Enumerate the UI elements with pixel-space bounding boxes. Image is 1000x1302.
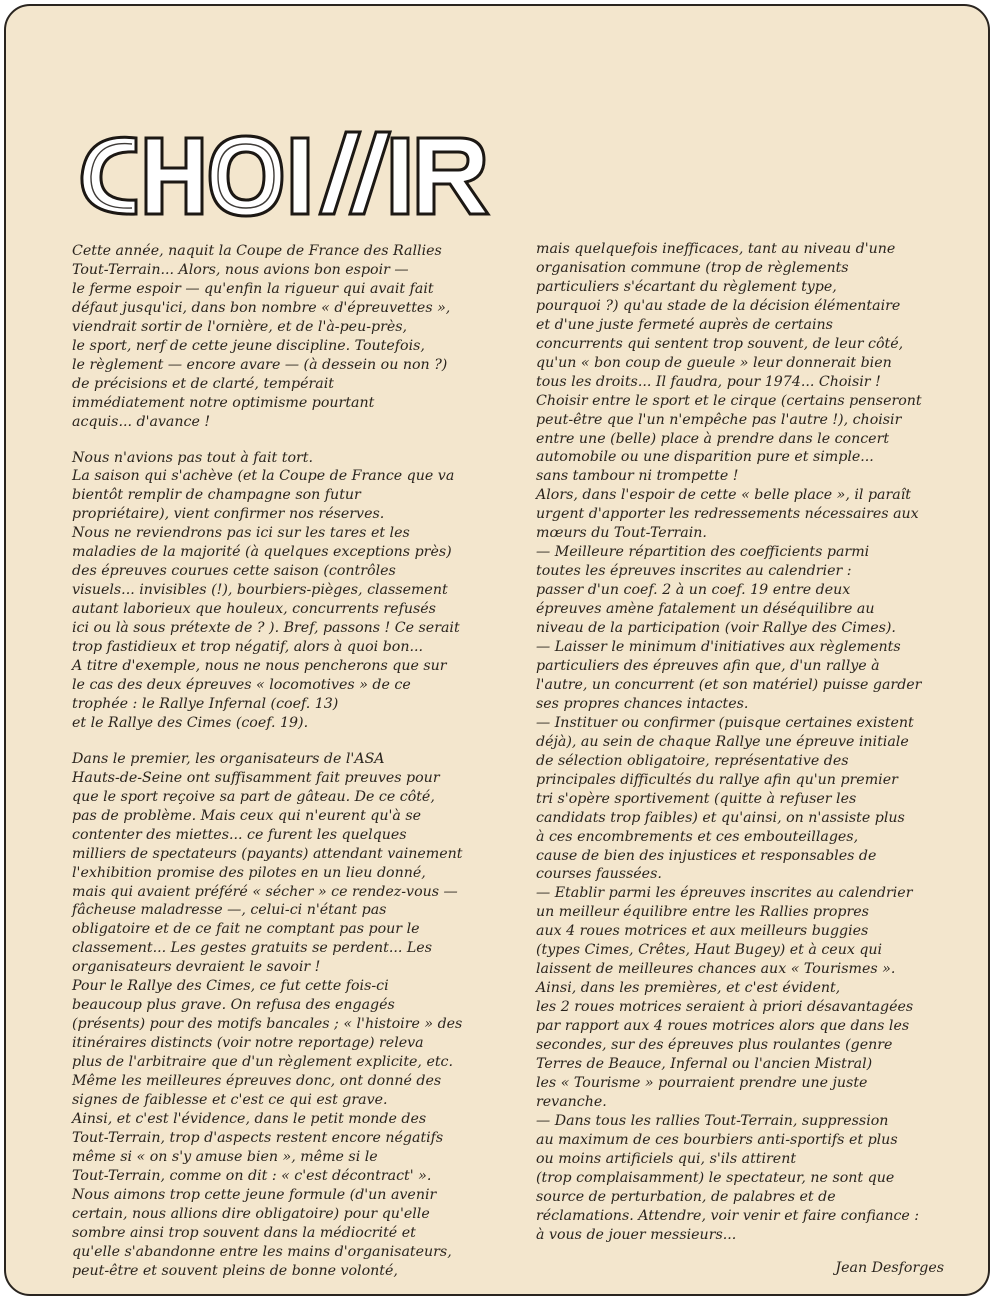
text-line: revanche. bbox=[536, 1093, 607, 1110]
text-line: Alors, dans l'espoir de cette « belle place », il paraît bbox=[536, 487, 911, 504]
text-line: tri s'opère sportivement (quitte à refuser les bbox=[536, 790, 857, 807]
text-line: A titre d'exemple, nous ne nous pencherons que sur bbox=[72, 658, 447, 675]
text-line: le ferme espoir — qu'enfin la rigueur qui avait fait bbox=[72, 280, 434, 297]
text-line: Nous n'avions pas tout à fait tort. bbox=[72, 449, 313, 466]
text-line: au maximum de ces bourbiers anti-sportifs et plus bbox=[536, 1131, 898, 1148]
text-line: (types Cimes, Crêtes, Haut Bugey) et à ceux qui bbox=[536, 942, 883, 959]
text-line: déjà), au sein de chaque Rallye une épreuve initiale bbox=[536, 733, 909, 750]
text-line: concurrents qui sentent trop souvent, de leur côté, bbox=[536, 335, 904, 352]
text-line: bientôt remplir de champagne son futur bbox=[72, 487, 361, 504]
text-line: pas de problème. Mais ceux qui n'eurent qu'à se bbox=[72, 807, 422, 824]
text-line: Nous aimons trop cette jeune formule (d'un avenir bbox=[72, 1186, 437, 1203]
text-line: de précisions et de clarté, tempérait bbox=[72, 375, 334, 392]
text-line: beaucoup plus grave. On refusa des engagés bbox=[72, 997, 395, 1014]
text-line: organisation commune (trop de règlements bbox=[536, 259, 849, 276]
text-line: Ainsi, dans les premières, et c'est évident, bbox=[536, 980, 841, 997]
article-left-column bbox=[72, 242, 520, 1281]
text-line: secondes, sur des épreuves plus roulantes (genre bbox=[536, 1037, 893, 1054]
paragraph-gap bbox=[72, 733, 520, 750]
text-line: de sélection obligatoire, représentative des bbox=[536, 752, 849, 769]
text-line: Tout-Terrain... Alors, nous avions bon espoir — bbox=[72, 261, 409, 278]
text-line: — Laisser le minimum d'initiatives aux règlements bbox=[536, 639, 901, 656]
text-line: des épreuves courues cette saison (contrôles bbox=[72, 563, 396, 580]
text-line: ou moins artificiels qui, s'ils attirent bbox=[536, 1150, 797, 1167]
article-title bbox=[74, 124, 494, 224]
text-line: le règlement — encore avare — (à dessein ou non ?) bbox=[72, 356, 448, 373]
text-line: automobile ou une disparition pure et simple... bbox=[536, 449, 874, 466]
text-line: — Instituer ou confirmer (puisque certaines existent bbox=[536, 714, 914, 731]
text-line: (trop complaisamment) le spectateur, ne sont que bbox=[536, 1169, 895, 1186]
article-right-column bbox=[536, 240, 956, 1245]
text-line: pourquoi ?) qu'au stade de la décision élémentaire bbox=[536, 297, 901, 314]
text-line: Nous ne reviendrons pas ici sur les tares et les bbox=[72, 525, 410, 542]
text-line: Même les meilleures épreuves donc, ont donné des bbox=[72, 1073, 442, 1090]
text-line: courses faussées. bbox=[536, 866, 662, 883]
text-line: ici ou là sous prétexte de ? ). Bref, passons ! Ce serait bbox=[72, 620, 460, 637]
text-line: propriétaire), vient confirmer nos réserves. bbox=[72, 506, 385, 523]
text-line: acquis... d'avance ! bbox=[72, 413, 211, 430]
text-line: Tout-Terrain, trop d'aspects restent encore négatifs bbox=[72, 1129, 444, 1146]
text-line: particuliers s'écartant du règlement type, bbox=[536, 278, 837, 295]
text-line: immédiatement notre optimisme pourtant bbox=[72, 394, 375, 411]
text-line: le sport, nerf de cette jeune discipline. Toutefois, bbox=[72, 337, 425, 354]
text-line: mais qui avaient préféré « sécher » ce rendez-vous — bbox=[72, 883, 458, 900]
text-line: candidats trop faibles) et qu'ainsi, on n'assiste plus bbox=[536, 809, 905, 826]
text-line: sans tambour ni trompette ! bbox=[536, 468, 739, 485]
text-line: réclamations. Attendre, voir venir et faire confiance : bbox=[536, 1207, 920, 1224]
text-line: contenter des miettes... ce furent les quelques bbox=[72, 826, 407, 843]
text-line: Pour le Rallye des Cimes, ce fut cette fois-ci bbox=[72, 978, 389, 995]
text-line: un meilleur équilibre entre les Rallies propres bbox=[536, 904, 869, 921]
text-line: principales difficultés du rallye afin qu'un premier bbox=[536, 771, 898, 788]
text-line: par rapport aux 4 roues motrices alors que dans les bbox=[536, 1018, 910, 1035]
text-line: et le Rallye des Cimes (coef. 19). bbox=[72, 714, 309, 731]
text-line: épreuves amène fatalement un déséquilibre au bbox=[536, 601, 875, 618]
text-line: aux 4 roues motrices et aux meilleurs buggies bbox=[536, 923, 869, 940]
text-line: Ainsi, et c'est l'évidence, dans le petit monde des bbox=[72, 1110, 427, 1127]
text-line: les 2 roues motrices seraient à priori désavantagées bbox=[536, 999, 914, 1016]
text-line: obligatoire et de ce fait ne comptant pas pour le bbox=[72, 921, 420, 938]
text-line: La saison qui s'achève (et la Coupe de France que va bbox=[72, 468, 455, 485]
text-line: itinéraires distincts (voir notre reportage) releva bbox=[72, 1035, 424, 1052]
text-line: niveau de la participation (voir Rallye des Cimes). bbox=[536, 620, 896, 637]
magazine-page bbox=[4, 4, 990, 1296]
text-line: milliers de spectateurs (payants) attendant vainement bbox=[72, 845, 463, 862]
text-line: maladies de la majorité (à quelques exceptions près) bbox=[72, 544, 452, 561]
text-line: plus de l'arbitraire que d'un règlement explicite, etc. bbox=[72, 1054, 453, 1071]
text-line: l'exhibition promise des pilotes en un lieu donné, bbox=[72, 864, 426, 881]
text-line: sombre ainsi trop souvent dans la médiocrité et bbox=[72, 1224, 416, 1241]
text-line: même si « on s'y amuse bien », même si le bbox=[72, 1148, 378, 1165]
text-line: peut-être que l'un n'empêche pas l'autre !), choisir bbox=[536, 411, 902, 428]
text-line: classement... Les gestes gratuits se perdent... Les bbox=[72, 940, 432, 957]
text-line: le cas des deux épreuves « locomotives » de ce bbox=[72, 676, 411, 693]
text-line: peut-être et souvent pleins de bonne volonté, bbox=[72, 1262, 398, 1279]
title-logo bbox=[74, 124, 494, 224]
text-line: l'autre, un concurrent (et son matériel) puisse garder bbox=[536, 676, 922, 693]
text-line: passer d'un coef. 2 à un coef. 19 entre deux bbox=[536, 582, 851, 599]
text-line: organisateurs devraient le savoir ! bbox=[72, 959, 321, 976]
text-line: que le sport reçoive sa part de gâteau. De ce côté, bbox=[72, 788, 435, 805]
text-line: qu'elle s'abandonne entre les mains d'organisateurs, bbox=[72, 1243, 452, 1260]
text-line: (présents) pour des motifs bancales ; « l'histoire » des bbox=[72, 1016, 463, 1033]
text-line: urgent d'apporter les redressements nécessaires aux bbox=[536, 506, 919, 523]
text-line: à ces encombrements et ces embouteillages, bbox=[536, 828, 859, 845]
text-line: — Dans tous les rallies Tout-Terrain, suppression bbox=[536, 1112, 889, 1129]
text-line: défaut jusqu'ici, dans bon nombre « d'épreuvettes », bbox=[72, 299, 451, 316]
text-line: autant laborieux que houleux, concurrents refusés bbox=[72, 601, 436, 618]
text-line: Tout-Terrain, comme on dit : « c'est décontract' ». bbox=[72, 1167, 432, 1184]
text-line: entre une (belle) place à prendre dans le concert bbox=[536, 430, 890, 447]
text-line: à vous de jouer messieurs... bbox=[536, 1226, 737, 1243]
text-line: trop fastidieux et trop négatif, alors à quoi bon... bbox=[72, 639, 423, 656]
text-line: fâcheuse maladresse —, celui-ci n'étant pas bbox=[72, 902, 387, 919]
text-line: viendrait sortir de l'ornière, et de l'à-peu-près, bbox=[72, 318, 408, 335]
text-line: toutes les épreuves inscrites au calendrier : bbox=[536, 563, 852, 580]
text-line: qu'un « bon coup de gueule » leur donnerait bien bbox=[536, 354, 892, 371]
text-line: — Etablir parmi les épreuves inscrites au calendrier bbox=[536, 885, 913, 902]
text-line: laissent de meilleures chances aux « Tourismes ». bbox=[536, 961, 896, 978]
text-line: cause de bien des injustices et responsables de bbox=[536, 847, 877, 864]
text-line: trophée : le Rallye Infernal (coef. 13) bbox=[72, 695, 339, 712]
text-line: tous les droits... Il faudra, pour 1974... Choisir ! bbox=[536, 373, 881, 390]
text-line: Choisir entre le sport et le cirque (certains penseront bbox=[536, 392, 922, 409]
text-line: mais quelquefois inefficaces, tant au niveau d'une bbox=[536, 241, 896, 257]
text-line: signes de faiblesse et c'est ce qui est grave. bbox=[72, 1091, 388, 1108]
text-line: et d'une juste fermeté auprès de certains bbox=[536, 316, 833, 333]
text-line: — Meilleure répartition des coefficients parmi bbox=[536, 544, 870, 561]
text-line: Cette année, naquit la Coupe de France des Rallies bbox=[72, 243, 442, 259]
text-line: certain, nous allions dire obligatoire) pour qu'elle bbox=[72, 1205, 430, 1222]
text-line: Hauts-de-Seine ont suffisamment fait preuves pour bbox=[72, 769, 440, 786]
author-signature: Jean Desforges bbox=[835, 1260, 944, 1276]
text-line: les « Tourisme » pourraient prendre une juste bbox=[536, 1074, 868, 1091]
text-line: visuels... invisibles (!), bourbiers-pièges, classement bbox=[72, 582, 448, 599]
text-line: ses propres chances intactes. bbox=[536, 695, 749, 712]
text-line: Dans le premier, les organisateurs de l'ASA bbox=[72, 750, 385, 767]
text-line: source de perturbation, de palabres et de bbox=[536, 1188, 836, 1205]
text-line: particuliers des épreuves afin que, d'un rallye à bbox=[536, 657, 880, 674]
text-line: mœurs du Tout-Terrain. bbox=[536, 525, 707, 542]
text-line: Terres de Beauce, Infernal ou l'ancien Mistral) bbox=[536, 1055, 873, 1072]
paragraph-gap bbox=[72, 432, 520, 449]
